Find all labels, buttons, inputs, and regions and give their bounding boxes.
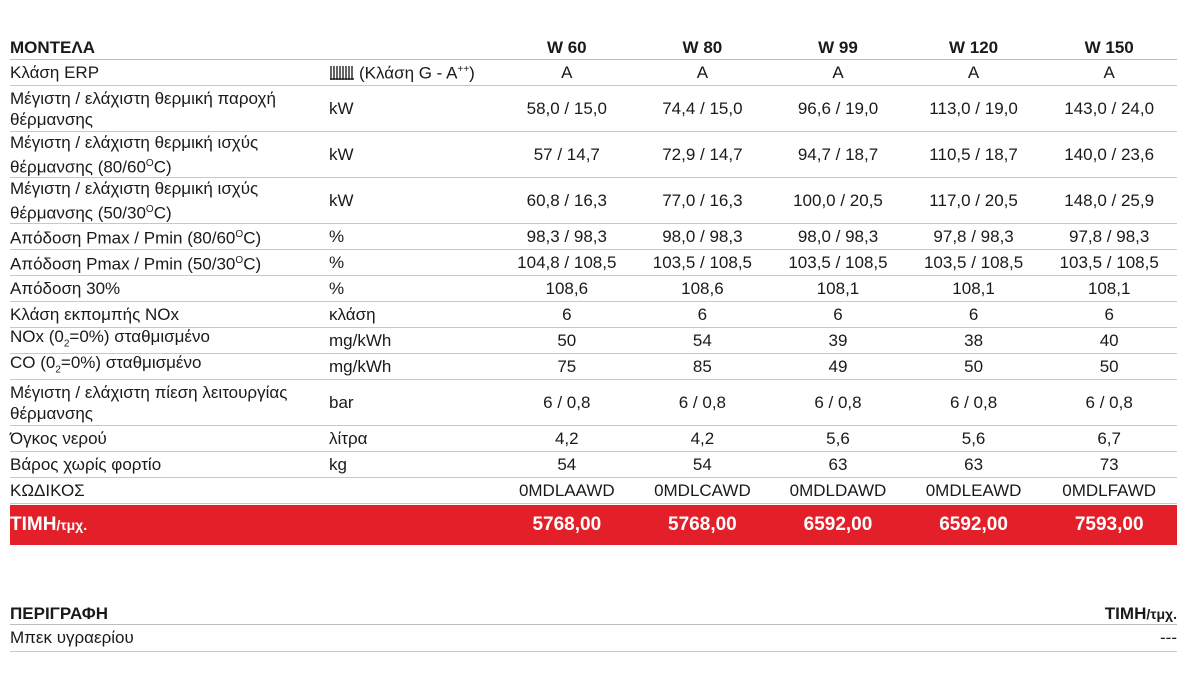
row-label: Μέγιστη / ελάχιστη θερμική ισχύς θέρμανσης $(50/30^OC)$: [10, 178, 259, 223]
table-row-code: [10, 478, 1177, 504]
table-row: [10, 302, 1177, 328]
row-label: Βάρος χωρίς φορτίο: [10, 455, 162, 474]
price-header: ΤΙΜΗ/τμχ.: [1104, 604, 1177, 623]
list-item: [10, 625, 1177, 652]
row-unit: kg: [329, 455, 347, 474]
cell-value: 4,2: [554, 428, 579, 448]
cell-value: 108,1: [816, 278, 860, 298]
accessories-header: [10, 600, 1177, 625]
cell-value: 104,8 / 108,5: [517, 252, 617, 272]
cell-value: A: [832, 62, 844, 82]
cell-value: 58,0 / 15,0: [526, 98, 607, 118]
cell-value: 108,1: [1087, 278, 1131, 298]
models-header: ΜΟΝΤΕΛΑ: [10, 38, 95, 57]
cell-value: 110,5 / 18,7: [929, 144, 1018, 164]
table-row-erp-class: [10, 60, 1177, 86]
cell-value: 54: [692, 330, 712, 350]
cell-value: 6: [1104, 304, 1114, 324]
price-label: ΤΙΜΗ/τμχ.: [10, 514, 88, 535]
price-value: 6592,00: [939, 514, 1008, 535]
radiator-icon: [329, 65, 355, 86]
cell-value: 6 / 0,8: [1085, 392, 1133, 412]
cell-value: 103,5 / 108,5: [788, 252, 888, 272]
table-row: [10, 426, 1177, 452]
cell-value: 50: [1099, 356, 1119, 376]
table-row: [10, 452, 1177, 478]
row-label: Μέγιστη / ελάχιστη πίεση λειτουργίας θέρμανσης: [10, 382, 288, 423]
cell-value: 60,8 / 16,3: [526, 190, 607, 210]
cell-value: 6: [968, 304, 979, 324]
cell-value: 75: [557, 356, 577, 376]
table-row: [10, 250, 1177, 276]
cell-value: A: [696, 62, 709, 82]
table-row: [10, 354, 1177, 380]
price-row: [10, 505, 1177, 545]
cell-value: 98,3 / 98,3: [526, 226, 607, 246]
row-unit: %: [329, 253, 345, 272]
cell-value: 54: [557, 454, 577, 474]
cell-value: 63: [964, 454, 984, 474]
cell-value: 50: [964, 356, 984, 376]
row-unit: mg/kWh: [329, 331, 392, 350]
row-unit: kW: [329, 99, 354, 118]
accessories-table: [10, 600, 1177, 652]
cell-value: 40: [1099, 330, 1119, 350]
cell-value: 72,9 / 14,7: [662, 144, 743, 164]
cell-value: 57 / 14,7: [533, 144, 600, 164]
spec-table: [10, 36, 1177, 545]
price-value: 5768,00: [532, 514, 602, 535]
row-label: Απόδοση 30%: [10, 279, 121, 298]
model-header: W 60: [546, 37, 587, 57]
price-value: 5768,00: [668, 514, 737, 535]
cell-value: 39: [828, 330, 848, 350]
row-label: Απόδοση Pmax / Pmin $(50/30^OC)$: [10, 254, 262, 274]
cell-value: 77,0 / 16,3: [662, 190, 743, 210]
accessory-price: ---: [1160, 628, 1177, 647]
cell-value: 63: [828, 454, 848, 474]
table-row: [10, 328, 1177, 354]
row-unit: mg/kWh: [329, 357, 392, 376]
row-label: Κλάση εκπομπής NOx: [10, 305, 179, 324]
row-unit: %: [329, 227, 345, 246]
cell-value: 6: [697, 304, 708, 324]
product-code: 0MDLDAWD: [789, 480, 887, 500]
cell-value: 6: [562, 304, 572, 324]
cell-value: 98,0 / 98,3: [797, 226, 879, 246]
cell-value: 49: [828, 356, 848, 376]
cell-value: 94,7 / 18,7: [797, 144, 879, 164]
cell-value: 108,6: [681, 278, 724, 298]
cell-value: 100,0 / 20,5: [793, 190, 883, 210]
cell-value: 5,6: [961, 428, 986, 448]
cell-value: 113,0 / 19,0: [929, 98, 1018, 118]
cell-value: 38: [964, 330, 984, 350]
cell-value: 103,5 / 108,5: [1059, 252, 1159, 272]
row-unit: %: [329, 279, 345, 298]
accessory-label: Μπεκ υγραερίου: [10, 628, 134, 647]
cell-value: 6 / 0,8: [678, 392, 727, 412]
cell-value: A: [967, 62, 980, 82]
cell-value: 98,0 / 98,3: [662, 226, 743, 246]
cell-value: 108,6: [545, 278, 589, 298]
cell-value: 117,0 / 20,5: [929, 190, 1018, 210]
cell-value: 103,5 / 108,5: [923, 252, 1024, 272]
cell-value: 103,5 / 108,5: [652, 252, 753, 272]
cell-value: 143,0 / 24,0: [1064, 98, 1155, 118]
table-row: [10, 86, 1177, 132]
cell-value: 73: [1099, 454, 1119, 474]
cell-value: 6 / 0,8: [949, 392, 998, 412]
row-unit: (Κλάση G - A++): [329, 59, 499, 86]
cell-value: 140,0 / 23,6: [1064, 144, 1155, 164]
table-row: [10, 276, 1177, 302]
cell-value: 97,8 / 98,3: [933, 226, 1014, 246]
row-label: Μέγιστη / ελάχιστη θερμική ισχύς θέρμανσης $(80/60^OC)$: [10, 132, 259, 177]
model-header: W 120: [949, 37, 999, 57]
row-label: NOx $(0_2=0\%)$ σταθμισμένο: [10, 327, 210, 350]
model-header: W 150: [1084, 37, 1134, 57]
row-label: CO $(0_2=0\%)$ σταθμισμένο: [10, 353, 202, 376]
row-label: Όγκος νερού: [10, 429, 107, 448]
cell-value: 6: [833, 304, 843, 324]
table-header-row: [10, 36, 1177, 60]
product-code: 0MDLCAWD: [654, 480, 751, 500]
price-value: 7593,00: [1074, 514, 1144, 535]
table-row: [10, 178, 1177, 224]
model-header: W 99: [818, 37, 858, 57]
row-unit: kW: [329, 145, 354, 164]
cell-value: 6 / 0,8: [814, 392, 862, 412]
row-label: ΚΩΔΙΚΟΣ: [10, 481, 85, 500]
row-label: Απόδοση Pmax / Pmin $(80/60^OC)$: [10, 228, 262, 248]
row-unit: bar: [329, 393, 354, 412]
cell-value: 96,6 / 19,0: [797, 98, 879, 118]
price-value: 6592,00: [803, 514, 873, 535]
cell-value: 6 / 0,8: [543, 392, 591, 412]
cell-value: 50: [557, 330, 577, 350]
cell-value: A: [1103, 62, 1115, 82]
cell-value: 97,8 / 98,3: [1069, 226, 1150, 246]
cell-value: 54: [692, 454, 712, 474]
cell-value: 4,2: [690, 428, 715, 448]
table-row: [10, 224, 1177, 250]
row-unit: λίτρα: [329, 429, 368, 448]
product-code: 0MDLFAWD: [1062, 480, 1157, 500]
model-header: W 80: [682, 37, 723, 57]
cell-value: 148,0 / 25,9: [1064, 190, 1155, 210]
table-row: [10, 132, 1177, 178]
cell-value: 108,1: [952, 278, 995, 298]
cell-value: 85: [692, 356, 712, 376]
row-label: Κλάση ERP: [10, 63, 100, 82]
cell-value: A: [561, 62, 573, 82]
cell-value: 74,4 / 15,0: [662, 98, 743, 118]
cell-value: 6,7: [1097, 428, 1121, 448]
row-unit: κλάση: [329, 305, 376, 324]
table-row: [10, 380, 1177, 426]
row-unit: kW: [329, 191, 354, 210]
cell-value: 5,6: [826, 428, 850, 448]
description-header: ΠΕΡΙΓΡΑΦΗ: [10, 604, 109, 623]
row-label: Μέγιστη / ελάχιστη θερμική παροχή θέρμανσης: [10, 88, 276, 129]
product-code: 0MDLAAWD: [518, 480, 615, 500]
product-code: 0MDLEAWD: [925, 480, 1022, 500]
